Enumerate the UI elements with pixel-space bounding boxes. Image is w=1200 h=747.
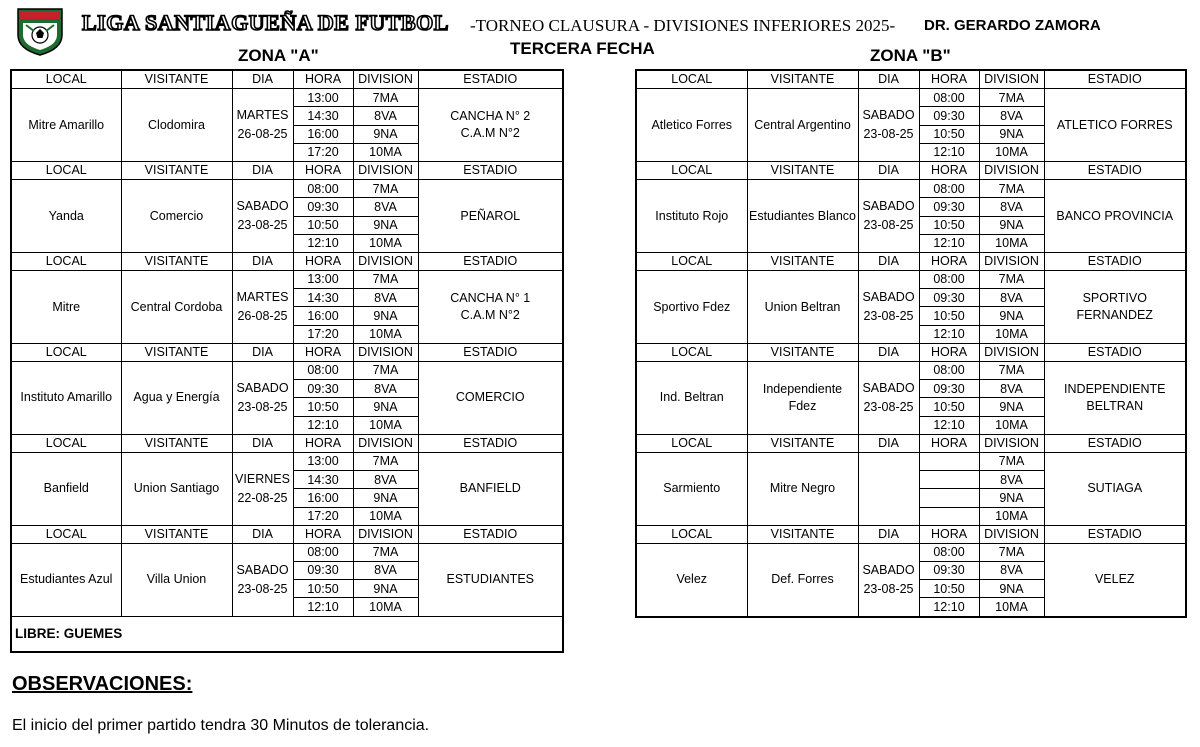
match-division: 9NA bbox=[979, 398, 1044, 416]
stadium-cell bbox=[418, 543, 563, 616]
match-division: 8VA bbox=[353, 289, 418, 307]
director-name: DR. GERARDO ZAMORA bbox=[924, 17, 1101, 34]
col-time-header: HORA bbox=[293, 70, 353, 89]
col-division-header: DIVISION bbox=[979, 343, 1044, 361]
match-division: 8VA bbox=[979, 380, 1044, 398]
stadium-name: BANCO PROVINCIA bbox=[1056, 208, 1174, 223]
match-division: 10MA bbox=[353, 416, 418, 434]
match-division: 7MA bbox=[979, 543, 1044, 561]
visitor-team: Clodomira bbox=[121, 89, 232, 162]
col-division-header: DIVISION bbox=[979, 252, 1044, 270]
col-day-header: DIA bbox=[232, 252, 293, 270]
match-division: 7MA bbox=[353, 543, 418, 561]
column-header-row bbox=[11, 70, 563, 89]
visitor-team: Estudiantes Blanco bbox=[747, 180, 858, 253]
stadium-name: ESTUDIANTES bbox=[446, 572, 534, 587]
match-time: 08:00 bbox=[293, 180, 353, 198]
col-visitor-header: VISITANTE bbox=[747, 161, 858, 179]
match-slot-row bbox=[636, 89, 1186, 107]
match-division: 7MA bbox=[979, 452, 1044, 470]
col-division-header: DIVISION bbox=[979, 161, 1044, 179]
match-time: 10:50 bbox=[919, 580, 979, 598]
col-stadium-header: ESTADIO bbox=[1044, 161, 1186, 179]
match-division: 8VA bbox=[979, 471, 1044, 489]
match-division: 7MA bbox=[979, 362, 1044, 380]
match-weekday: SABADO bbox=[862, 563, 915, 577]
col-visitor-header: VISITANTE bbox=[747, 252, 858, 270]
column-header-row bbox=[11, 525, 563, 543]
match-division: 7MA bbox=[979, 89, 1044, 107]
match-time: 16:00 bbox=[293, 125, 353, 143]
match-division: 7MA bbox=[353, 89, 418, 107]
match-division: 8VA bbox=[979, 562, 1044, 580]
col-time-header: HORA bbox=[919, 434, 979, 452]
match-date: 23-08-25 bbox=[863, 399, 914, 414]
visitor-team: Def. Forres bbox=[747, 543, 858, 616]
col-local-header: LOCAL bbox=[636, 343, 747, 361]
league-logo bbox=[14, 5, 66, 57]
stadium-cell bbox=[418, 362, 563, 435]
col-local-header: LOCAL bbox=[636, 161, 747, 179]
col-day-header: DIA bbox=[858, 70, 919, 89]
local-team: Ind. Beltran bbox=[636, 362, 747, 435]
match-date: 23-08-25 bbox=[863, 581, 914, 596]
match-weekday: SABADO bbox=[862, 381, 915, 396]
match-time: 09:30 bbox=[919, 380, 979, 398]
match-time bbox=[919, 507, 979, 525]
match-division: 9NA bbox=[353, 125, 418, 143]
column-header-row bbox=[636, 161, 1186, 179]
match-time bbox=[919, 471, 979, 489]
local-team: Estudiantes Azul bbox=[11, 543, 121, 616]
zone-b-fixture-table bbox=[635, 69, 1187, 618]
col-visitor-header: VISITANTE bbox=[747, 434, 858, 452]
visitor-team: Villa Union bbox=[121, 543, 232, 616]
col-local-header: LOCAL bbox=[636, 252, 747, 270]
col-time-header: HORA bbox=[919, 525, 979, 543]
col-division-header: DIVISION bbox=[353, 252, 418, 270]
visitor-team: Agua y Energía bbox=[121, 362, 232, 435]
match-day-cell bbox=[232, 543, 293, 616]
match-weekday: SABADO bbox=[236, 199, 289, 214]
match-slot-row bbox=[11, 271, 563, 289]
stadium-name: INDEPENDIENTE bbox=[1064, 382, 1166, 396]
col-day-header: DIA bbox=[858, 161, 919, 179]
match-time: 08:00 bbox=[919, 362, 979, 380]
col-visitor-header: VISITANTE bbox=[747, 525, 858, 543]
match-weekday: SABADO bbox=[862, 290, 915, 305]
col-local-header: LOCAL bbox=[11, 70, 121, 89]
match-time: 08:00 bbox=[293, 543, 353, 561]
match-time: 12:10 bbox=[919, 416, 979, 434]
match-date: 23-08-25 bbox=[863, 127, 914, 142]
col-division-header: DIVISION bbox=[979, 525, 1044, 543]
zone-b-title: ZONA "B" bbox=[870, 46, 951, 65]
match-division: 7MA bbox=[353, 271, 418, 289]
col-time-header: HORA bbox=[919, 343, 979, 361]
match-division: 10MA bbox=[353, 143, 418, 161]
match-weekday: MARTES bbox=[236, 108, 289, 123]
match-time bbox=[919, 452, 979, 470]
match-time: 10:50 bbox=[919, 125, 979, 143]
stadium-cell bbox=[1044, 89, 1186, 162]
column-header-row bbox=[636, 434, 1186, 452]
col-stadium-header: ESTADIO bbox=[1044, 434, 1186, 452]
visitor-team: Union Beltran bbox=[747, 271, 858, 344]
col-time-header: HORA bbox=[293, 161, 353, 179]
col-time-header: HORA bbox=[919, 161, 979, 179]
match-time: 13:00 bbox=[293, 89, 353, 107]
match-division: 9NA bbox=[353, 580, 418, 598]
match-time: 10:50 bbox=[293, 580, 353, 598]
column-header-row bbox=[11, 161, 563, 179]
match-division: 10MA bbox=[979, 325, 1044, 343]
match-division: 8VA bbox=[979, 289, 1044, 307]
match-time: 08:00 bbox=[919, 180, 979, 198]
match-division: 7MA bbox=[353, 452, 418, 470]
match-division: 10MA bbox=[979, 234, 1044, 252]
stadium-cell bbox=[418, 180, 563, 253]
match-time: 09:30 bbox=[919, 562, 979, 580]
stadium-name: BANFIELD bbox=[459, 481, 521, 496]
local-team: Mitre Amarillo bbox=[11, 89, 121, 162]
match-division: 9NA bbox=[979, 489, 1044, 507]
col-stadium-header: ESTADIO bbox=[418, 343, 563, 361]
match-time: 17:20 bbox=[293, 325, 353, 343]
match-time: 16:00 bbox=[293, 489, 353, 507]
match-time: 10:50 bbox=[919, 398, 979, 416]
zone-a-fixture-table bbox=[10, 69, 564, 653]
col-local-header: LOCAL bbox=[11, 252, 121, 270]
column-header-row bbox=[636, 525, 1186, 543]
match-time: 12:10 bbox=[293, 598, 353, 616]
stadium-cell bbox=[1044, 452, 1186, 525]
match-time: 12:10 bbox=[293, 416, 353, 434]
col-visitor-header: VISITANTE bbox=[121, 343, 232, 361]
match-division: 9NA bbox=[353, 489, 418, 507]
col-local-header: LOCAL bbox=[11, 434, 121, 452]
match-time: 14:30 bbox=[293, 289, 353, 307]
match-day-cell bbox=[858, 362, 919, 435]
observations-text: El inicio del primer partido tendra 30 Minutos de tolerancia. bbox=[12, 717, 430, 734]
col-time-header: HORA bbox=[293, 343, 353, 361]
match-slot-row bbox=[636, 452, 1186, 470]
match-time: 12:10 bbox=[919, 598, 979, 617]
match-slot-row bbox=[636, 362, 1186, 380]
visitor-team: Central Argentino bbox=[747, 89, 858, 162]
col-visitor-header: VISITANTE bbox=[121, 70, 232, 89]
match-division: 8VA bbox=[979, 198, 1044, 216]
stadium-name: C.A.M N°2 bbox=[460, 126, 520, 141]
col-day-header: DIA bbox=[232, 343, 293, 361]
match-slot-row bbox=[11, 89, 563, 107]
stadium-name: PEÑAROL bbox=[460, 208, 521, 223]
match-time: 08:00 bbox=[919, 271, 979, 289]
match-division: 7MA bbox=[979, 271, 1044, 289]
libre-team: LIBRE: GUEMES bbox=[11, 616, 563, 652]
col-local-header: LOCAL bbox=[11, 343, 121, 361]
match-day-cell bbox=[858, 543, 919, 616]
match-day-cell bbox=[858, 89, 919, 162]
league-title: LIGA SANTIAGUEÑA DE FUTBOL bbox=[82, 10, 449, 35]
stadium-name: COMERCIO bbox=[455, 390, 525, 405]
stadium-name: VELEZ bbox=[1094, 572, 1135, 587]
match-date: 23-08-25 bbox=[237, 218, 288, 232]
match-slot-row bbox=[636, 180, 1186, 198]
column-header-row bbox=[11, 343, 563, 361]
match-division: 10MA bbox=[979, 507, 1044, 525]
col-stadium-header: ESTADIO bbox=[1044, 343, 1186, 361]
match-division: 8VA bbox=[353, 562, 418, 580]
col-visitor-header: VISITANTE bbox=[121, 525, 232, 543]
match-slot-row bbox=[11, 452, 563, 470]
col-day-header: DIA bbox=[858, 525, 919, 543]
col-division-header: DIVISION bbox=[353, 525, 418, 543]
col-time-header: HORA bbox=[293, 252, 353, 270]
match-time: 13:00 bbox=[293, 271, 353, 289]
match-time: 09:30 bbox=[293, 380, 353, 398]
local-team: Atletico Forres bbox=[636, 89, 747, 162]
col-visitor-header: VISITANTE bbox=[121, 434, 232, 452]
match-division: 9NA bbox=[979, 216, 1044, 234]
match-division: 7MA bbox=[979, 180, 1044, 198]
match-division: 10MA bbox=[353, 507, 418, 525]
col-division-header: DIVISION bbox=[979, 434, 1044, 452]
local-team: Banfield bbox=[11, 452, 121, 525]
match-day-cell bbox=[232, 89, 293, 162]
match-time: 10:50 bbox=[919, 307, 979, 325]
stadium-cell bbox=[418, 271, 563, 344]
match-date: 23-08-25 bbox=[237, 399, 288, 414]
col-division-header: DIVISION bbox=[353, 70, 418, 89]
col-day-header: DIA bbox=[858, 252, 919, 270]
match-time: 12:10 bbox=[919, 143, 979, 161]
match-division: 10MA bbox=[979, 416, 1044, 434]
stadium-cell bbox=[418, 89, 563, 162]
local-team: Sportivo Fdez bbox=[636, 271, 747, 344]
col-visitor-header: VISITANTE bbox=[121, 252, 232, 270]
match-time: 09:30 bbox=[919, 107, 979, 125]
match-time: 16:00 bbox=[293, 307, 353, 325]
match-day-cell bbox=[232, 271, 293, 344]
match-division: 10MA bbox=[353, 325, 418, 343]
match-slot-row bbox=[11, 362, 563, 380]
libre-row bbox=[11, 616, 563, 652]
match-slot-row bbox=[11, 543, 563, 561]
col-division-header: DIVISION bbox=[353, 434, 418, 452]
match-time: 17:20 bbox=[293, 143, 353, 161]
column-header-row bbox=[636, 252, 1186, 270]
match-division: 9NA bbox=[979, 307, 1044, 325]
match-time: 13:00 bbox=[293, 452, 353, 470]
match-date: 26-08-25 bbox=[237, 127, 288, 142]
col-day-header: DIA bbox=[232, 161, 293, 179]
column-header-row bbox=[636, 343, 1186, 361]
match-division: 10MA bbox=[353, 234, 418, 252]
match-time: 14:30 bbox=[293, 107, 353, 125]
match-day-cell bbox=[858, 180, 919, 253]
column-header-row bbox=[11, 252, 563, 270]
match-division: 7MA bbox=[353, 362, 418, 380]
visitor-team: Union Santiago bbox=[121, 452, 232, 525]
col-stadium-header: ESTADIO bbox=[418, 434, 563, 452]
match-time: 08:00 bbox=[293, 362, 353, 380]
round-title: TERCERA FECHA bbox=[510, 39, 655, 58]
col-local-header: LOCAL bbox=[11, 161, 121, 179]
match-date: 23-08-25 bbox=[237, 581, 288, 596]
stadium-cell bbox=[1044, 180, 1186, 253]
match-time: 10:50 bbox=[293, 398, 353, 416]
match-division: 8VA bbox=[353, 107, 418, 125]
visitor-team: Central Cordoba bbox=[121, 271, 232, 344]
match-time: 09:30 bbox=[919, 289, 979, 307]
column-header-row bbox=[636, 70, 1186, 89]
match-division: 8VA bbox=[353, 471, 418, 489]
match-weekday: SABADO bbox=[236, 381, 289, 396]
match-time: 09:30 bbox=[293, 198, 353, 216]
col-stadium-header: ESTADIO bbox=[418, 525, 563, 543]
match-slot-row bbox=[636, 543, 1186, 561]
match-day-cell bbox=[232, 180, 293, 253]
col-visitor-header: VISITANTE bbox=[747, 70, 858, 89]
match-date: 23-08-25 bbox=[863, 218, 914, 232]
match-date: 22-08-25 bbox=[237, 490, 288, 505]
local-team: Mitre bbox=[11, 271, 121, 344]
col-visitor-header: VISITANTE bbox=[121, 161, 232, 179]
match-division: 8VA bbox=[353, 380, 418, 398]
column-header-row bbox=[11, 434, 563, 452]
match-division: 10MA bbox=[353, 598, 418, 616]
local-team: Yanda bbox=[11, 180, 121, 253]
visitor-team: Comercio bbox=[121, 180, 232, 253]
col-day-header: DIA bbox=[232, 434, 293, 452]
match-time: 09:30 bbox=[293, 562, 353, 580]
stadium-name: BELTRAN bbox=[1086, 398, 1144, 413]
match-weekday: MARTES bbox=[236, 290, 289, 305]
match-day-cell bbox=[858, 271, 919, 344]
match-time: 14:30 bbox=[293, 471, 353, 489]
col-division-header: DIVISION bbox=[979, 70, 1044, 89]
col-stadium-header: ESTADIO bbox=[418, 70, 563, 89]
col-local-header: LOCAL bbox=[11, 525, 121, 543]
match-time: 12:10 bbox=[919, 234, 979, 252]
match-time: 12:10 bbox=[919, 325, 979, 343]
col-time-header: HORA bbox=[293, 525, 353, 543]
col-time-header: HORA bbox=[919, 252, 979, 270]
match-division: 10MA bbox=[979, 598, 1044, 617]
local-team: Instituto Amarillo bbox=[11, 362, 121, 435]
stadium-name: ATLETICO FORRES bbox=[1056, 117, 1173, 132]
stadium-name: SUTIAGA bbox=[1087, 481, 1143, 496]
local-team: Sarmiento bbox=[636, 452, 747, 525]
col-stadium-header: ESTADIO bbox=[418, 161, 563, 179]
match-time: 08:00 bbox=[919, 543, 979, 561]
col-local-header: LOCAL bbox=[636, 434, 747, 452]
stadium-cell bbox=[418, 452, 563, 525]
match-slot-row bbox=[636, 271, 1186, 289]
match-time: 12:10 bbox=[293, 234, 353, 252]
col-stadium-header: ESTADIO bbox=[418, 252, 563, 270]
col-stadium-header: ESTADIO bbox=[1044, 525, 1186, 543]
col-stadium-header: ESTADIO bbox=[1044, 252, 1186, 270]
match-day-cell bbox=[232, 452, 293, 525]
match-time: 09:30 bbox=[919, 198, 979, 216]
match-date: 26-08-25 bbox=[237, 308, 288, 323]
match-day-cell bbox=[858, 452, 919, 525]
stadium-name: C.A.M N°2 bbox=[460, 307, 520, 322]
match-weekday: SABADO bbox=[862, 108, 915, 123]
match-weekday: SABADO bbox=[862, 199, 915, 214]
match-division: 9NA bbox=[353, 216, 418, 234]
col-division-header: DIVISION bbox=[353, 343, 418, 361]
match-weekday: VIERNES bbox=[235, 472, 290, 487]
local-team: Velez bbox=[636, 543, 747, 616]
col-division-header: DIVISION bbox=[353, 161, 418, 179]
match-time: 10:50 bbox=[919, 216, 979, 234]
stadium-cell bbox=[1044, 271, 1186, 344]
zone-a-title: ZONA "A" bbox=[238, 46, 319, 65]
col-day-header: DIA bbox=[232, 525, 293, 543]
stadium-cell bbox=[1044, 543, 1186, 616]
match-day-cell bbox=[232, 362, 293, 435]
match-time bbox=[919, 489, 979, 507]
match-time: 10:50 bbox=[293, 216, 353, 234]
match-slot-row bbox=[11, 180, 563, 198]
stadium-name: SPORTIVO FERNANDEZ bbox=[1076, 291, 1153, 322]
col-time-header: HORA bbox=[293, 434, 353, 452]
match-division: 8VA bbox=[353, 198, 418, 216]
col-local-header: LOCAL bbox=[636, 525, 747, 543]
match-division: 9NA bbox=[353, 307, 418, 325]
tournament-title: -TORNEO CLAUSURA - DIVISIONES INFERIORES 2025- bbox=[470, 16, 896, 35]
match-date: 23-08-25 bbox=[863, 308, 914, 323]
stadium-name: CANCHA N° 2 bbox=[450, 109, 531, 124]
match-division: 10MA bbox=[979, 143, 1044, 161]
stadium-name: CANCHA N° 1 bbox=[450, 291, 531, 306]
col-day-header: DIA bbox=[858, 343, 919, 361]
local-team: Instituto Rojo bbox=[636, 180, 747, 253]
col-stadium-header: ESTADIO bbox=[1044, 70, 1186, 89]
match-weekday: SABADO bbox=[236, 563, 289, 577]
observations-title: OBSERVACIONES: bbox=[12, 673, 193, 695]
match-division: 9NA bbox=[979, 580, 1044, 598]
col-day-header: DIA bbox=[858, 434, 919, 452]
col-visitor-header: VISITANTE bbox=[747, 343, 858, 361]
visitor-team: Mitre Negro bbox=[747, 452, 858, 525]
col-local-header: LOCAL bbox=[636, 70, 747, 89]
match-time: 17:20 bbox=[293, 507, 353, 525]
match-division: 8VA bbox=[979, 107, 1044, 125]
col-day-header: DIA bbox=[232, 70, 293, 89]
stadium-cell bbox=[1044, 362, 1186, 435]
match-division: 9NA bbox=[353, 398, 418, 416]
match-division: 7MA bbox=[353, 180, 418, 198]
match-time: 08:00 bbox=[919, 89, 979, 107]
match-division: 9NA bbox=[979, 125, 1044, 143]
visitor-team: Independiente Fdez bbox=[747, 362, 858, 435]
col-time-header: HORA bbox=[919, 70, 979, 89]
